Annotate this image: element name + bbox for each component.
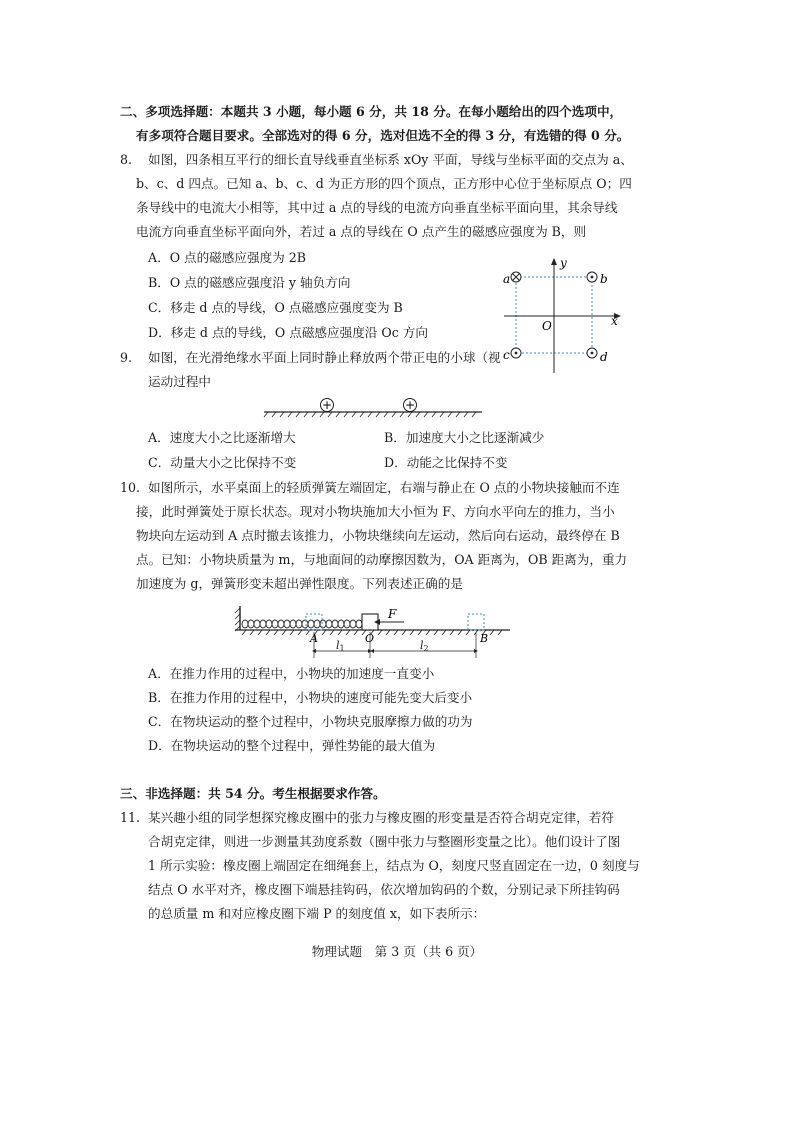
q10-number: 10. <box>120 480 141 495</box>
q8-label-b: b <box>600 272 608 286</box>
q10-label-a: A <box>310 632 318 645</box>
q10-text-line4: 点。已知：小物块质量为 m，与地面间的动摩擦因数为，OA 距离为，OB 距离为，重力 <box>136 552 628 567</box>
q9-option-c: C．动量大小之比保持不变 <box>148 455 297 470</box>
q10-option-d: D．在物块运动的整个过程中，弹性势能的最大值为 <box>148 738 436 753</box>
q10-l2-label: l2 <box>420 639 429 653</box>
q10-text-line2: 接，此时弹簧处于原长状态。现对小物块施加大小恒为 F、方向水平向左的推力，当小 <box>136 504 615 519</box>
q11-number: 11. <box>120 810 141 825</box>
q10-spring <box>242 620 362 628</box>
q10-text-line5: 加速度为 g，弹簧形变未超出弹性限度。下列表述正确的是 <box>136 576 463 591</box>
q8-label-a: a <box>503 272 511 286</box>
q10-text-line1: 如图所示，水平桌面上的轻质弹簧左端固定，右端与静止在 O 点的小物块接触而不连 <box>148 480 620 495</box>
q8-label-c: c <box>503 348 510 362</box>
q10-text-line3: 物块向左运动到 A 点时撤去该推力，小物块继续向左运动，然后向右运动，最终停在 B <box>136 528 620 543</box>
q11-text-line3: 1 所示实验：橡皮圈上端固定在细绳套上，结点为 O，刻度尺竖直固定在一边，0 刻度与 <box>148 858 640 873</box>
q9-option-d: D．动能之比保持不变 <box>384 455 508 470</box>
q8-y-label: y <box>560 256 567 270</box>
q8-option-a: A．O 点的磁感应强度为 2B <box>148 250 307 265</box>
q9-option-a: A．速度大小之比逐渐增大 <box>148 430 296 445</box>
q10-label-o: O <box>365 632 375 645</box>
q8-text-line3: 条导线中的电流大小相等，其中过 a 点的导线的电流方向垂直坐标平面向里，其余导线 <box>136 200 618 215</box>
q8-origin-label: O <box>542 319 552 333</box>
q9-figure <box>264 396 494 422</box>
section2-heading-line1: 二、多项选择题：本题共 3 小题，每小题 6 分，共 18 分。在每小题给出的四个选项中， <box>120 104 623 119</box>
q10-l1-label: l1 <box>336 639 345 653</box>
q8-number: 8. <box>120 152 133 167</box>
q9-text-line1: 如图，在光滑绝缘水平面上同时静止释放两个带正电的小球（视 <box>148 350 501 365</box>
q8-x-label: x <box>611 314 618 328</box>
q11-text-line5: 的总质量 m 和对应橡皮圈下端 P 的刻度值 x，如下表所示： <box>148 906 486 921</box>
q10-block-ghost-b <box>468 614 484 630</box>
q9-ball-2-charge: + <box>404 398 416 412</box>
q8-figure <box>500 255 630 375</box>
q9-ground-hatch <box>264 412 476 417</box>
q10-option-b: B．在推力作用的过程中，小物块的速度可能先变大后变小 <box>148 690 473 705</box>
q9-ball-1-charge: + <box>321 398 333 412</box>
q8-text-line2: b、c、d 四点。已知 a、b、c、d 为正方形的四个顶点，正方形中心位于坐标原点 O；四 <box>136 176 632 191</box>
q8-option-b: B．O 点的磁感应强度沿 y 轴负方向 <box>148 275 351 290</box>
section3-heading: 三、非选择题：共 54 分。考生根据要求作答。 <box>120 786 386 801</box>
section2-heading-line2: 有多项符合题目要求。全部选对的得 6 分，选对但选不全的得 3 分，有选错的得 0 分。 <box>136 128 630 143</box>
q10-label-b: B <box>480 632 489 645</box>
q11-text-line2: 合胡克定律，则进一步测量其劲度系数（圈中张力与整圈形变量之比）。他们设计了图 <box>148 834 621 849</box>
q10-force-label: F <box>388 607 397 621</box>
q11-text-line4: 结点 O 水平对齐，橡皮圈下端悬挂钩码，依次增加钩码的个数，分别记录下所挂钩码 <box>148 882 620 897</box>
q10-option-c: C．在物块运动的整个过程中，小物块克服摩擦力做的功为 <box>148 714 473 729</box>
q9-number: 9. <box>120 350 133 365</box>
q8-y-arrow-icon <box>551 258 557 265</box>
q8-label-d: d <box>600 350 608 364</box>
q11-text-line1: 某兴趣小组的同学想探究橡皮圈中的张力与橡皮圈的形变量是否符合胡克定律，若符 <box>148 810 614 825</box>
q10-figure <box>232 602 517 660</box>
page-footer: 物理试题 第 3 页（共 6 页） <box>311 944 483 959</box>
q8-option-d: D．移走 d 点的导线，O 点磁感应强度沿 Oc 方向 <box>148 325 428 340</box>
q9-text-line2: 运动过程中 <box>148 374 211 389</box>
q10-option-a: A．在推力作用的过程中，小物块的加速度一直变小 <box>148 666 435 681</box>
q8-text-line4: 电流方向垂直坐标平面向外，若过 a 点的导线在 O 点产生的磁感应强度为 B，则 <box>136 224 587 239</box>
q8-option-c: C．移走 d 点的导线，O 点磁感应强度变为 B <box>148 300 403 315</box>
q9-option-b: B．加速度大小之比逐渐减少 <box>384 430 545 445</box>
q8-text-line1: 如图，四条相互平行的细长直导线垂直坐标系 xOy 平面，导线与坐标平面的交点为 a、 <box>148 152 633 167</box>
